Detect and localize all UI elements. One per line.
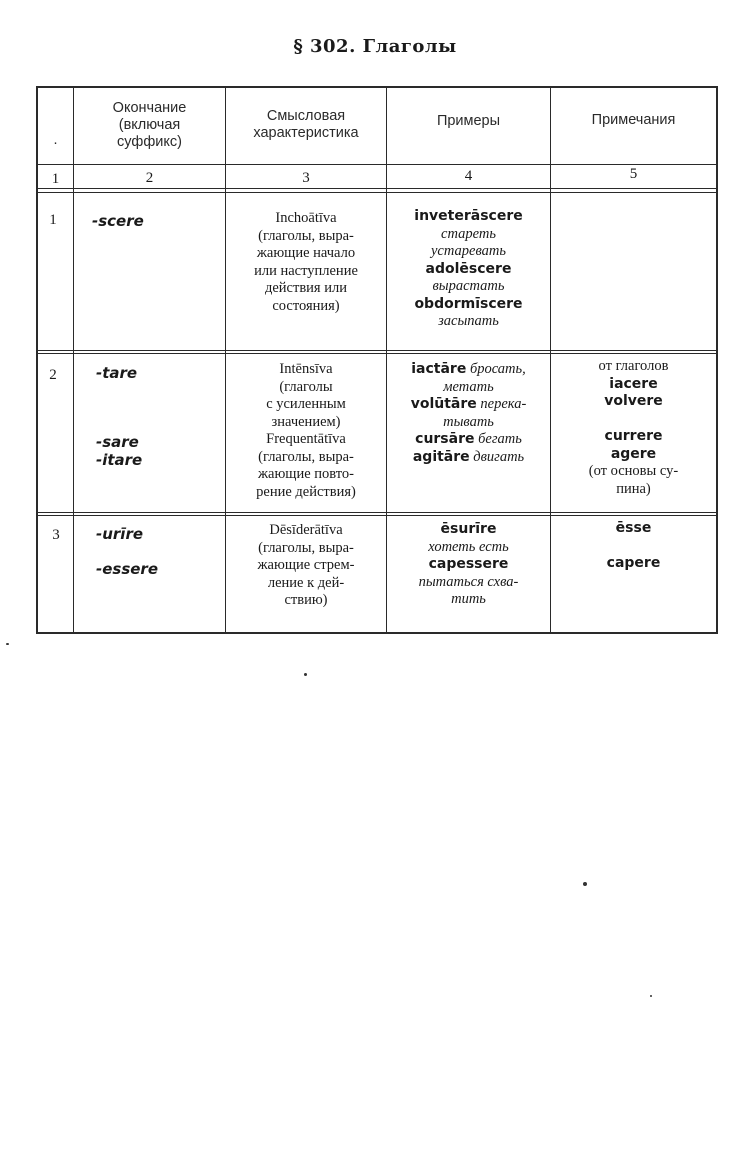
characteristic-line: ствию)	[284, 592, 328, 608]
ending-suffix: -essere	[96, 560, 158, 578]
row-number: 3	[52, 527, 60, 543]
header-examples: Примеры	[436, 113, 501, 129]
header-characteristic-line: характеристика	[253, 125, 359, 141]
page-title: § 302. Глаголы	[293, 36, 457, 57]
note-line: (от основы су-	[588, 463, 679, 479]
latin-example: inveterāscere	[414, 208, 523, 224]
characteristic-line: Dēsīderātīva	[269, 522, 343, 538]
scan-speck	[650, 995, 652, 997]
row-divider	[38, 192, 716, 193]
examples-text	[387, 361, 550, 466]
column-number: 4	[464, 168, 473, 184]
ending-suffix: -urīre	[96, 525, 144, 543]
translation: пытаться схва-	[418, 573, 519, 590]
latin-verb: agere	[610, 445, 657, 462]
characteristic-line: значением)	[271, 413, 341, 430]
note-line: от глаголов	[598, 358, 669, 374]
translation: хотеть есть	[428, 538, 509, 555]
header-ending-line: Окончание	[112, 100, 187, 116]
translation: бросать,	[469, 361, 526, 377]
column-number: 3	[302, 170, 310, 186]
header-ending	[74, 100, 225, 151]
characteristic-line: жающие стрем-	[257, 557, 355, 573]
characteristic-line: жающие начало	[256, 245, 356, 261]
latin-verb: volvere	[604, 393, 663, 409]
latin-example: obdormīscere	[414, 295, 523, 312]
characteristic-line: Intēnsīva	[279, 361, 333, 377]
translation: вырастать	[432, 278, 505, 294]
header-characteristic-line: Смысловая	[266, 108, 346, 124]
characteristic-line: жающие повто-	[258, 466, 354, 482]
characteristic-line: Inchoātīva	[275, 210, 337, 226]
characteristic-line: рение действия)	[256, 483, 356, 500]
ending-suffix: -itare	[96, 451, 143, 469]
characteristic-line: Frequentātīva	[266, 431, 346, 447]
characteristic-line: с усиленным	[266, 396, 346, 412]
examples-text	[387, 208, 550, 331]
notes-text	[551, 520, 716, 573]
translation: тывать	[443, 413, 494, 430]
translation: стареть	[441, 225, 496, 242]
translation: засыпать	[438, 313, 499, 329]
note-spacer	[551, 538, 716, 556]
row-divider	[38, 188, 716, 189]
examples-text	[387, 521, 550, 609]
characteristic-line: состояния)	[272, 297, 340, 314]
scan-speck	[6, 643, 9, 645]
row-divider	[38, 515, 716, 516]
latin-example: cursāre	[415, 431, 475, 447]
latin-verb: currere	[604, 428, 663, 444]
scan-speck	[583, 882, 587, 886]
row-number: 1	[49, 212, 57, 228]
header-ending-line: суффикс)	[117, 134, 182, 150]
scan-speck	[304, 673, 307, 676]
row-divider	[38, 350, 716, 351]
translation: метать	[443, 378, 494, 395]
latin-example: adolēscere	[425, 260, 512, 277]
characteristic-text	[226, 361, 386, 501]
notes-text	[551, 358, 716, 498]
characteristic-line: (глаголы, выра-	[258, 227, 354, 244]
ending-suffix: -tare	[96, 364, 138, 382]
latin-verb: ēsse	[615, 520, 652, 536]
note-spacer	[551, 411, 716, 429]
characteristic-line: действия или	[264, 280, 347, 296]
row-number: 2	[49, 367, 57, 383]
latin-verb: capere	[606, 555, 661, 571]
latin-example: volūtāre	[410, 396, 477, 412]
column-number: 2	[145, 170, 154, 186]
header-col-number: .	[53, 132, 58, 148]
latin-example: ēsurīre	[440, 521, 497, 537]
characteristic-line: (глаголы, выра-	[258, 539, 354, 556]
translation: устаревать	[431, 243, 506, 259]
translation: бегать	[478, 431, 522, 447]
latin-example: agitāre	[412, 448, 470, 465]
header-characteristic	[226, 108, 386, 142]
characteristic-line: ление к дей-	[267, 574, 345, 591]
characteristic-line: (глаголы, выра-	[258, 448, 354, 465]
column-number: 1	[51, 171, 60, 187]
translation: перека-	[480, 396, 527, 412]
latin-verb: iacere	[609, 375, 658, 392]
row-divider	[38, 353, 716, 354]
header-notes: Примечания	[591, 112, 676, 128]
translation: тить	[451, 591, 486, 607]
latin-example: iactāre	[411, 361, 467, 377]
ending-suffix: -scere	[92, 212, 144, 230]
header-ending-line: (включая	[118, 117, 181, 133]
translation: двигать	[473, 448, 525, 465]
row-divider	[38, 164, 716, 165]
characteristic-text	[226, 210, 386, 315]
row-divider	[38, 512, 716, 513]
characteristic-line: или наступление	[254, 262, 358, 279]
column-number: 5	[629, 166, 638, 182]
characteristic-text	[226, 522, 386, 610]
ending-suffix: -sare	[96, 433, 139, 451]
note-line: пина)	[616, 480, 651, 497]
latin-example: capessere	[428, 556, 509, 572]
characteristic-line: (глаголы	[279, 378, 333, 395]
